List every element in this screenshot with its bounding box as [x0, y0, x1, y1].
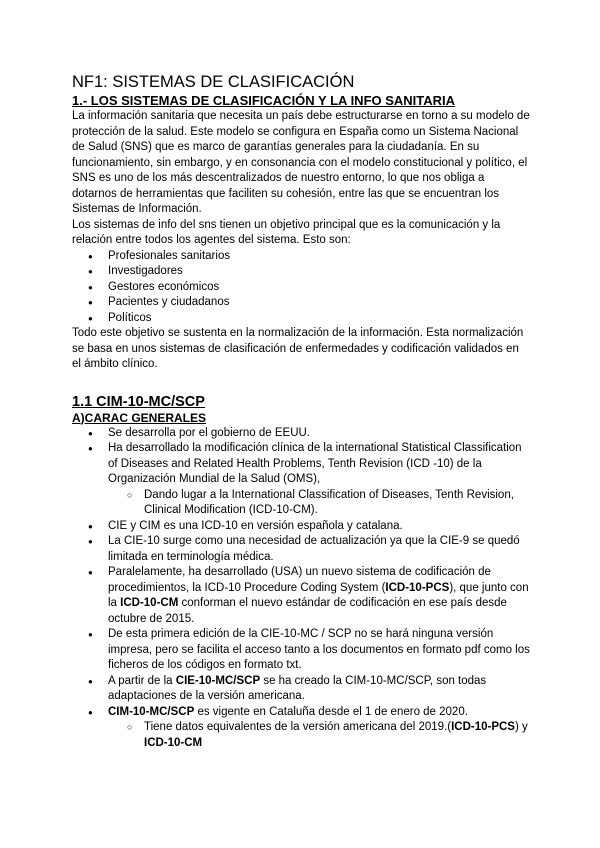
text: ) y	[514, 721, 528, 733]
section-1-1-heading: 1.1 CIM-10-MC/SCP	[72, 393, 205, 410]
agents-list	[72, 249, 530, 327]
bold-code: ICD-10-PCS	[451, 721, 515, 733]
list-item: ● Investigadores	[72, 264, 530, 280]
list-subitem	[72, 720, 530, 751]
list-item: ● Profesionales sanitarios	[72, 249, 530, 265]
list-item: ● Gestores económicos	[72, 280, 530, 296]
general-features-list	[72, 426, 530, 752]
bold-code: CIM-10-MC/SCP	[108, 705, 195, 718]
bold-code: ICD-10-CM	[144, 736, 203, 749]
section-1-1-subheading: A)CARAC GENERALES	[72, 410, 207, 425]
list-item	[72, 565, 530, 627]
text: ), que junto con la	[108, 581, 529, 609]
bold-code: CIE-10-MC/SCP	[175, 674, 261, 687]
list-item: ● Se desarrolla por el gobierno de EEUU.	[72, 426, 530, 442]
list-item: ● De esta primera edición de la CIE-10-MC / SCP no se hará ninguna versión impresa, pero se facilita el acceso tanto a los documentos en formato pdf como los ficheros de los códigos en formato txt.	[72, 627, 530, 674]
document-title: NF1: SISTEMAS DE CLASIFICACIÓN	[72, 73, 355, 91]
document-content	[72, 72, 530, 751]
list-item	[72, 705, 530, 721]
bold-code: ICD-10-PCS	[385, 581, 450, 594]
list-item: ● Ha desarrollado la modificación clínica de la international Statistical Classification of Diseases and Related Health Problems, Tenth Revision (ICD -10) de la Organización Mundial de la Salud (OMS),	[72, 441, 530, 488]
text: Tiene datos equivalentes de la versión americana del 2019.(	[144, 721, 452, 733]
text: se ha creado la CIM-10-MC/SCP, son todas adaptaciones de la versión americana.	[108, 674, 487, 702]
section-1-paragraph-1: La información sanitaria que necesita un país debe estructurarse en torno a su modelo de protección de la salud. Este modelo se configura en España como un Sistema Nacional de Salud (SNS) que es marco de garantías generales para la ciudadanía. En su funcionamiento, sin embargo, y en consonancia con el modelo constitucional y político, el SNS es uno de los más descentralizados de nuestro entorno, lo que nos obliga a dotarnos de herramientas que faciliten su cohesión, entre las que se encuentran los Sistemas de Información.	[72, 110, 530, 215]
list-item: ● Políticos	[72, 311, 530, 327]
list-subitem: ○ Dando lugar a la International Classification of Diseases, Tenth Revision, Clinical Modification (ICD-10-CM).	[72, 488, 530, 519]
section-1-paragraph-3: Todo este objetivo se sustenta en la normalización de la información. Esta normalización se basa en unos sistemas de clasificación de enfermedades y codificación validados en el ámbito clínico.	[72, 327, 524, 370]
section-1-paragraph-2: Los sistemas de info del sns tienen un objetivo principal que es la comunicación y la relación entre todos los agentes del sistema. Esto son:	[72, 218, 501, 246]
text: Paralelamente, ha desarrollado (USA) un nuevo sistema de codificación de procedimientos, la ICD-10 Procedure Coding System (	[108, 566, 491, 594]
text: es vigente en Cataluña desde el 1 de enero de 2020.	[194, 705, 468, 718]
bold-code: ICD-10-CM	[120, 597, 179, 609]
list-item: ● La CIE-10 surge como una necesidad de actualización ya que la CIE-9 se quedó limitada en terminología médica.	[72, 534, 530, 565]
list-item: ● CIE y CIM es una ICD-10 en versión española y catalana.	[72, 519, 530, 535]
list-item: ● Pacientes y ciudadanos	[72, 295, 530, 311]
text: conforman el nuevo estándar de codificación en ese país desde octubre de 2015.	[108, 597, 507, 625]
section-1-heading: 1.- LOS SISTEMAS DE CLASIFICACIÓN Y LA INFO SANITARIA	[72, 93, 456, 108]
text: A partir de la	[108, 674, 176, 687]
list-item	[72, 674, 530, 705]
